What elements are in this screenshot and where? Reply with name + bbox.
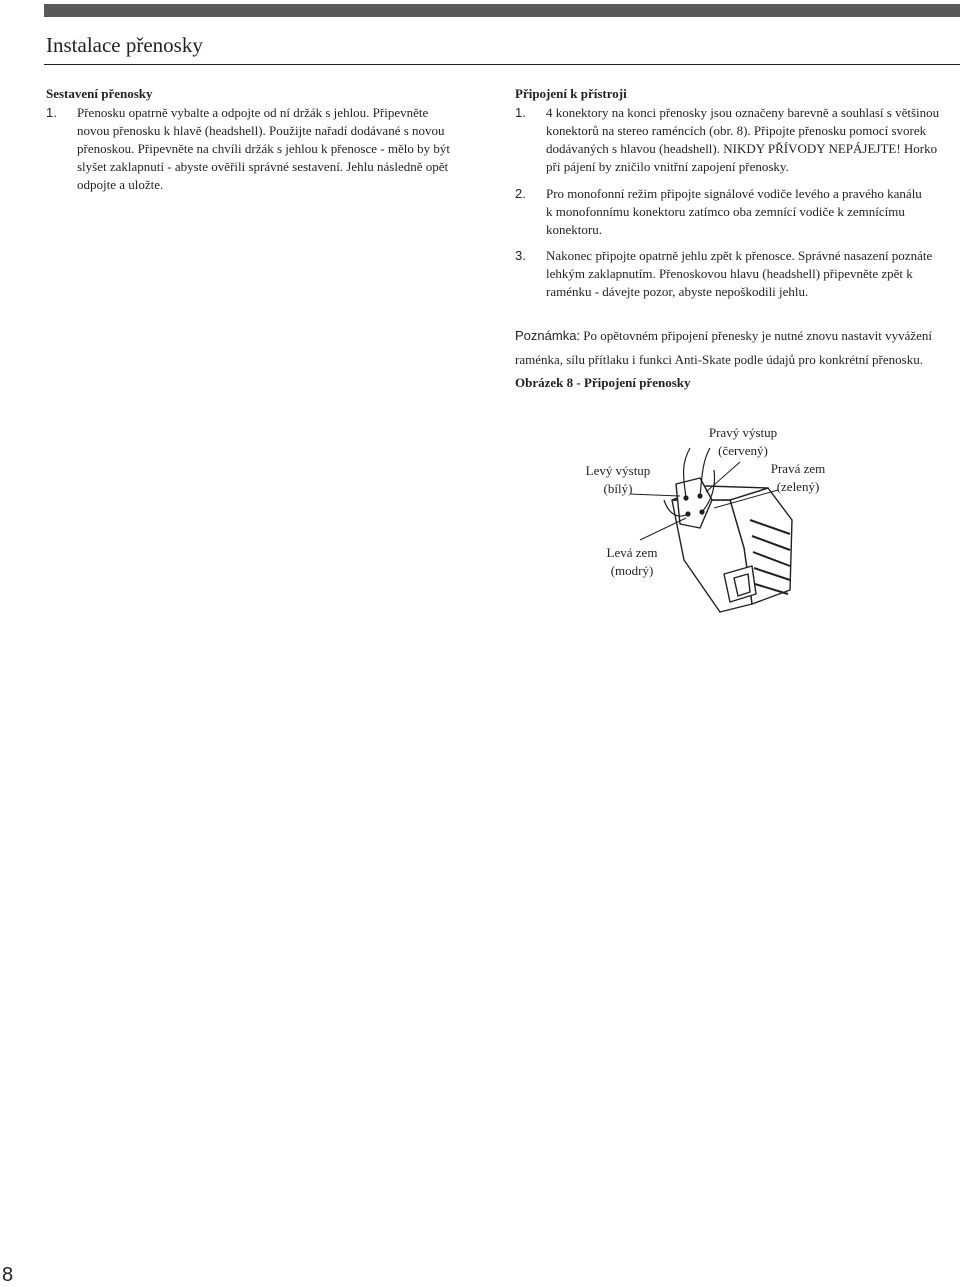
figure-caption: Obrázek 8 - Připojení přenosky bbox=[515, 375, 691, 390]
text-line: Nakonec připojte opatrně jehlu zpět k přenosce. Správné nasazení poznáte bbox=[546, 248, 933, 263]
label-line: Levý výstup bbox=[585, 463, 651, 478]
text-line: konektorů na stereo raméncích (obr. 8). Připojte přenosku pomocí svorek bbox=[546, 123, 927, 138]
assembly-heading: Sestavení přenosky bbox=[46, 86, 153, 101]
connection-heading: Připojení k přístroji bbox=[515, 86, 627, 101]
text-line: dodávaných s hlavou (headshell). NIKDY PŘÍVODY NEPÁJEJTE! Horko bbox=[546, 141, 938, 156]
note-label: Poznámka: bbox=[515, 328, 581, 343]
leader-left-output bbox=[630, 494, 680, 496]
text-line: 4 konektory na konci přenosky jsou označeny barevně a souhlasí s většinou bbox=[546, 105, 940, 120]
label-line: Pravá zem bbox=[770, 461, 826, 476]
label-line: (červený) bbox=[718, 443, 768, 458]
text-line: lehkým zaklapnutím. Přenoskovou hlavu (headshell) připevněte zpět k bbox=[546, 266, 913, 281]
page-title: Instalace přenosky bbox=[46, 33, 203, 57]
text-line: slyšet zaklapnutí - abyste ověřili správné sestavení. Jehlu následně opět bbox=[77, 159, 449, 174]
text-line: Pro monofonní režim připojte signálové vodiče levého a pravého kanálu bbox=[546, 186, 922, 201]
item-number: 1. bbox=[46, 105, 57, 120]
label-line: (zelený) bbox=[776, 479, 820, 494]
text-line: při pájení by zničilo vnitřní zapojení přenosky. bbox=[546, 159, 789, 174]
item-number: 1. bbox=[515, 105, 526, 120]
note-line-2: raménka, sílu přítlaku i funkci Anti-Skate podle údajů pro konkrétní přenosku. bbox=[515, 352, 923, 367]
text-line: Přenosku opatrně vybalte a odpojte od ní držák s jehlou. Připevněte bbox=[77, 105, 429, 120]
item-number: 2. bbox=[515, 186, 526, 201]
note-text: Po opětovném připojení přenesky je nutné znovu nastavit vyvážení bbox=[580, 328, 933, 343]
item-number: 3. bbox=[515, 248, 526, 263]
text-line: k monofonnímu konektoru zatímco oba zemnící vodiče k zemnícímu bbox=[546, 204, 905, 219]
text-line: raménku - dávejte pozor, abyste nepoškodili jehlu. bbox=[546, 284, 809, 299]
text-line: konektoru. bbox=[546, 222, 602, 237]
label-line: (bílý) bbox=[603, 481, 633, 496]
page-number: 8 bbox=[2, 1264, 14, 1286]
text-line: odpojte a uložte. bbox=[77, 177, 164, 192]
label-line: Levá zem bbox=[606, 545, 658, 560]
label-line: (modrý) bbox=[610, 563, 654, 578]
text-line: novou přenosku k hlavě (headshell). Použijte nařadí dodávané s novou bbox=[77, 123, 445, 138]
label-line: Pravý výstup bbox=[708, 425, 778, 440]
text-line: přenoskou. Připevněte na chvíli držák s jehlou k přenosce - mělo by být bbox=[77, 141, 450, 156]
